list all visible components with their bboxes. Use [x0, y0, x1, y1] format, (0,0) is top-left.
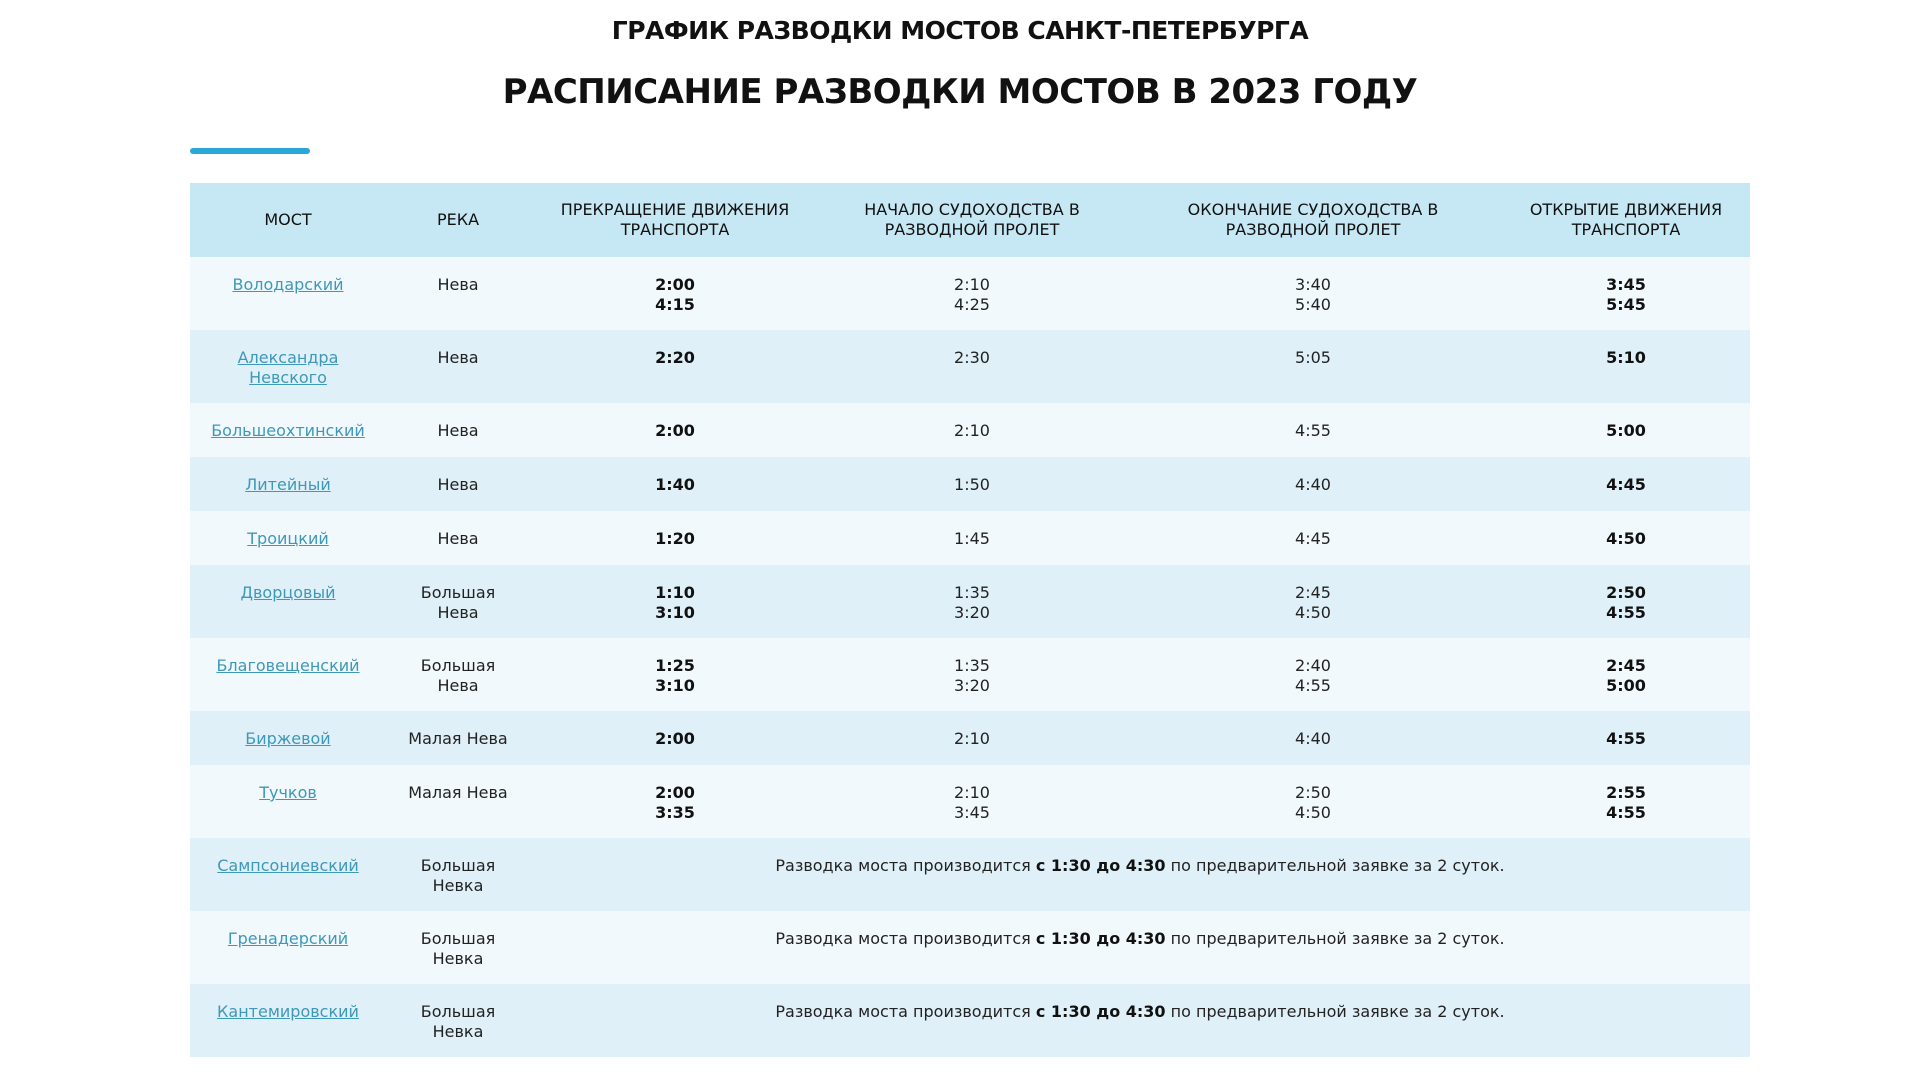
traffic-stop-time-line: 3:10: [655, 603, 695, 622]
traffic-open-time-line: 2:55: [1606, 783, 1646, 802]
traffic-stop-time-line: 3:10: [655, 676, 695, 695]
navigation-end-time: [1124, 638, 1502, 711]
column-header-navigation-end: ОКОНЧАНИЕ СУДОХОДСТВА В РАЗВОДНОЙ ПРОЛЕТ: [1187, 200, 1439, 239]
traffic-stop-time-line: 2:00: [655, 729, 695, 748]
traffic-open-time: [1502, 330, 1750, 403]
bridge-name: [190, 565, 386, 638]
table-row: [190, 638, 1750, 711]
page-title: РАСПИСАНИЕ РАЗВОДКИ МОСТОВ В 2023 ГОДУ: [502, 72, 1418, 112]
navigation-start-time-line: 3:20: [954, 603, 990, 622]
river-name-line: Нева: [437, 348, 479, 367]
traffic-open-time: [1502, 711, 1750, 765]
traffic-stop-time: [530, 403, 820, 457]
navigation-end-time-line: 2:40: [1295, 656, 1331, 675]
table-row: [190, 403, 1750, 457]
navigation-end-time-line: 4:45: [1295, 529, 1331, 548]
navigation-end-time: [1124, 711, 1502, 765]
navigation-end-time-line: 4:50: [1295, 803, 1331, 822]
bridge-name: [190, 257, 386, 330]
navigation-end-time: [1124, 765, 1502, 838]
river-name: [386, 457, 530, 511]
navigation-start-time: [820, 565, 1124, 638]
navigation-end-time: [1124, 330, 1502, 403]
river-name: [386, 984, 530, 1057]
traffic-open-time-line: 4:55: [1606, 803, 1646, 822]
table-row: [190, 257, 1750, 330]
table-header: [190, 183, 1750, 257]
bridge-link[interactable]: [190, 475, 386, 495]
navigation-start-time-line: 2:30: [954, 348, 990, 367]
bridge-name: [190, 765, 386, 838]
navigation-end-time-line: 5:05: [1295, 348, 1331, 367]
river-name: [386, 330, 530, 403]
navigation-start-time: [820, 711, 1124, 765]
navigation-end-time: [1124, 257, 1502, 330]
bridge-name-line: Тучков: [259, 783, 317, 802]
column-header-traffic-stop: ПРЕКРАЩЕНИЕ ДВИЖЕНИЯ ТРАНСПОРТА: [560, 200, 790, 239]
traffic-open-time-line: 5:10: [1606, 348, 1646, 367]
river-name: [386, 511, 530, 565]
title-accent-bar: [190, 148, 310, 154]
traffic-open-time-line: 4:45: [1606, 475, 1646, 494]
traffic-open-time: [1502, 765, 1750, 838]
bridge-link[interactable]: [190, 729, 386, 749]
note-text: Разводка моста производится: [775, 929, 1036, 948]
bridge-name: [190, 330, 386, 403]
traffic-stop-time: [530, 257, 820, 330]
traffic-open-time: [1502, 638, 1750, 711]
table-header-row: [190, 183, 1750, 257]
traffic-open-time-line: 3:45: [1606, 275, 1646, 294]
table-row: [190, 565, 1750, 638]
river-name-line: Невка: [432, 949, 484, 968]
navigation-end-time-line: 3:40: [1295, 275, 1331, 294]
note-text: Разводка моста производится: [775, 1002, 1036, 1021]
traffic-stop-time-line: 1:10: [655, 583, 695, 602]
bridge-link[interactable]: [190, 783, 386, 803]
river-name-line: Нева: [437, 421, 479, 440]
bridge-name: [190, 511, 386, 565]
traffic-stop-time-line: 2:00: [655, 421, 695, 440]
bridge-name: [190, 403, 386, 457]
river-name: [386, 257, 530, 330]
bridge-link[interactable]: [190, 421, 386, 441]
bridge-name: [190, 911, 386, 984]
traffic-open-time-line: 4:50: [1606, 529, 1646, 548]
traffic-open-time: [1502, 511, 1750, 565]
bridge-name: [190, 638, 386, 711]
traffic-stop-time-line: 1:20: [655, 529, 695, 548]
navigation-start-time-line: 1:45: [954, 529, 990, 548]
bridge-name: [190, 711, 386, 765]
bridge-name-line: Литейный: [245, 475, 331, 494]
traffic-stop-time: [530, 765, 820, 838]
navigation-start-time-line: 1:50: [954, 475, 990, 494]
bridge-name-line: Биржевой: [245, 729, 331, 748]
traffic-stop-time-line: 2:20: [655, 348, 695, 367]
navigation-start-time: [820, 330, 1124, 403]
river-name-line: Большая: [420, 1002, 496, 1021]
navigation-start-time-line: 2:10: [954, 275, 990, 294]
table-row: [190, 330, 1750, 403]
traffic-stop-time-line: 2:00: [655, 783, 695, 802]
traffic-stop-time: [530, 457, 820, 511]
river-name-line: Малая Нева: [408, 783, 508, 802]
navigation-end-time-line: 4:40: [1295, 475, 1331, 494]
traffic-open-time-line: 4:55: [1606, 603, 1646, 622]
navigation-start-time-line: 3:20: [954, 676, 990, 695]
schedule-note: [530, 838, 1750, 911]
schedule-note: [530, 984, 1750, 1057]
navigation-start-time-line: 4:25: [954, 295, 990, 314]
traffic-open-time-line: 5:00: [1606, 676, 1646, 695]
bridge-name-line: Александра: [237, 348, 339, 367]
traffic-stop-time-line: 2:00: [655, 275, 695, 294]
navigation-start-time: [820, 403, 1124, 457]
table-row: [190, 911, 1750, 984]
navigation-start-time-line: 2:10: [954, 729, 990, 748]
table-row: [190, 457, 1750, 511]
traffic-open-time: [1502, 565, 1750, 638]
river-name-line: Большая: [420, 583, 496, 602]
navigation-end-time: [1124, 457, 1502, 511]
river-name-line: Нева: [437, 529, 479, 548]
navigation-start-time: [820, 457, 1124, 511]
column-header-bridge: МОСТ: [264, 210, 312, 229]
column-header-traffic-open: ОТКРЫТИЕ ДВИЖЕНИЯ ТРАНСПОРТА: [1529, 200, 1723, 239]
bridge-link[interactable]: Сампсониевский: [217, 856, 359, 875]
traffic-open-time-line: 5:45: [1606, 295, 1646, 314]
traffic-stop-time: [530, 511, 820, 565]
note-time-range: с 1:30 до 4:30: [1035, 929, 1166, 948]
navigation-start-time: [820, 765, 1124, 838]
river-name: [386, 638, 530, 711]
navigation-end-time-line: 4:55: [1295, 421, 1331, 440]
navigation-end-time-line: 4:50: [1295, 603, 1331, 622]
bridge-link[interactable]: [190, 656, 386, 676]
traffic-open-time: [1502, 457, 1750, 511]
bridge-link[interactable]: [190, 529, 386, 549]
bridge-name-line: Большеохтинский: [211, 421, 365, 440]
navigation-start-time-line: 1:35: [954, 656, 990, 675]
traffic-open-time-line: 5:00: [1606, 421, 1646, 440]
table-body: [190, 257, 1750, 1057]
traffic-open-time-line: 4:55: [1606, 729, 1646, 748]
navigation-start-time: [820, 511, 1124, 565]
table-row: [190, 511, 1750, 565]
column-header-river: РЕКА: [436, 210, 480, 229]
table-row: [190, 711, 1750, 765]
table-row: [190, 984, 1750, 1057]
bridge-link[interactable]: Кантемировский: [217, 1002, 359, 1021]
traffic-stop-time-line: 3:35: [655, 803, 695, 822]
note-text: Разводка моста производится: [775, 856, 1036, 875]
traffic-open-time-line: 2:50: [1606, 583, 1646, 602]
traffic-stop-time: [530, 638, 820, 711]
navigation-end-time-line: 4:40: [1295, 729, 1331, 748]
river-name-line: Нева: [437, 676, 479, 695]
table-row: [190, 838, 1750, 911]
traffic-stop-time: [530, 330, 820, 403]
river-name: [386, 403, 530, 457]
river-name-line: Невка: [432, 876, 484, 895]
note-text: по предварительной заявке за 2 суток.: [1165, 856, 1505, 875]
column-header-navigation-start: НАЧАЛО СУДОХОДСТВА В РАЗВОДНОЙ ПРОЛЕТ: [864, 200, 1080, 239]
river-name-line: Большая: [420, 929, 496, 948]
bridge-name: [190, 838, 386, 911]
navigation-end-time-line: 4:55: [1295, 676, 1331, 695]
traffic-stop-time-line: 1:25: [655, 656, 695, 675]
navigation-start-time-line: 2:10: [954, 421, 990, 440]
navigation-end-time-line: 2:45: [1295, 583, 1331, 602]
note-time-range: с 1:30 до 4:30: [1035, 856, 1166, 875]
river-name-line: Нева: [437, 603, 479, 622]
traffic-stop-time: [530, 565, 820, 638]
traffic-stop-time-line: 1:40: [655, 475, 695, 494]
traffic-stop-time: [530, 711, 820, 765]
navigation-end-time-line: 5:40: [1295, 295, 1331, 314]
page-supertitle: ГРАФИК РАЗВОДКИ МОСТОВ САНКТ-ПЕТЕРБУРГА: [611, 16, 1309, 45]
bridge-link[interactable]: [190, 348, 386, 388]
river-name: [386, 911, 530, 984]
river-name: [386, 765, 530, 838]
bridge-link[interactable]: Гренадерский: [227, 929, 349, 948]
bridge-name-line: Невского: [249, 368, 327, 387]
navigation-start-time-line: 3:45: [954, 803, 990, 822]
bridge-name: [190, 984, 386, 1057]
bridge-name-line: Дворцовый: [240, 583, 336, 602]
traffic-open-time: [1502, 403, 1750, 457]
river-name-line: Нева: [437, 475, 479, 494]
bridge-name: [190, 457, 386, 511]
navigation-end-time: [1124, 511, 1502, 565]
river-name: [386, 565, 530, 638]
traffic-open-time: [1502, 257, 1750, 330]
river-name-line: Малая Нева: [408, 729, 508, 748]
river-name-line: Нева: [437, 275, 479, 294]
table-row: [190, 765, 1750, 838]
note-time-range: с 1:30 до 4:30: [1035, 1002, 1166, 1021]
navigation-end-time-line: 2:50: [1295, 783, 1331, 802]
navigation-end-time: [1124, 403, 1502, 457]
river-name: [386, 711, 530, 765]
navigation-end-time: [1124, 565, 1502, 638]
note-text: по предварительной заявке за 2 суток.: [1165, 929, 1505, 948]
bridge-link[interactable]: [190, 275, 386, 295]
bridge-name-line: Володарский: [232, 275, 344, 294]
river-name-line: Невка: [432, 1022, 484, 1041]
river-name: [386, 838, 530, 911]
navigation-start-time: [820, 257, 1124, 330]
note-text: по предварительной заявке за 2 суток.: [1165, 1002, 1505, 1021]
traffic-open-time-line: 2:45: [1606, 656, 1646, 675]
traffic-stop-time-line: 4:15: [655, 295, 695, 314]
bridge-name-line: Благовещенский: [216, 656, 360, 675]
bridge-link[interactable]: [190, 583, 386, 603]
bridge-name-line: Троицкий: [247, 529, 329, 548]
schedule-note: [530, 911, 1750, 984]
bridge-schedule-table: [190, 183, 1750, 1057]
navigation-start-time: [820, 638, 1124, 711]
river-name-line: Большая: [420, 656, 496, 675]
river-name-line: Большая: [420, 856, 496, 875]
navigation-start-time-line: 2:10: [954, 783, 990, 802]
navigation-start-time-line: 1:35: [954, 583, 990, 602]
